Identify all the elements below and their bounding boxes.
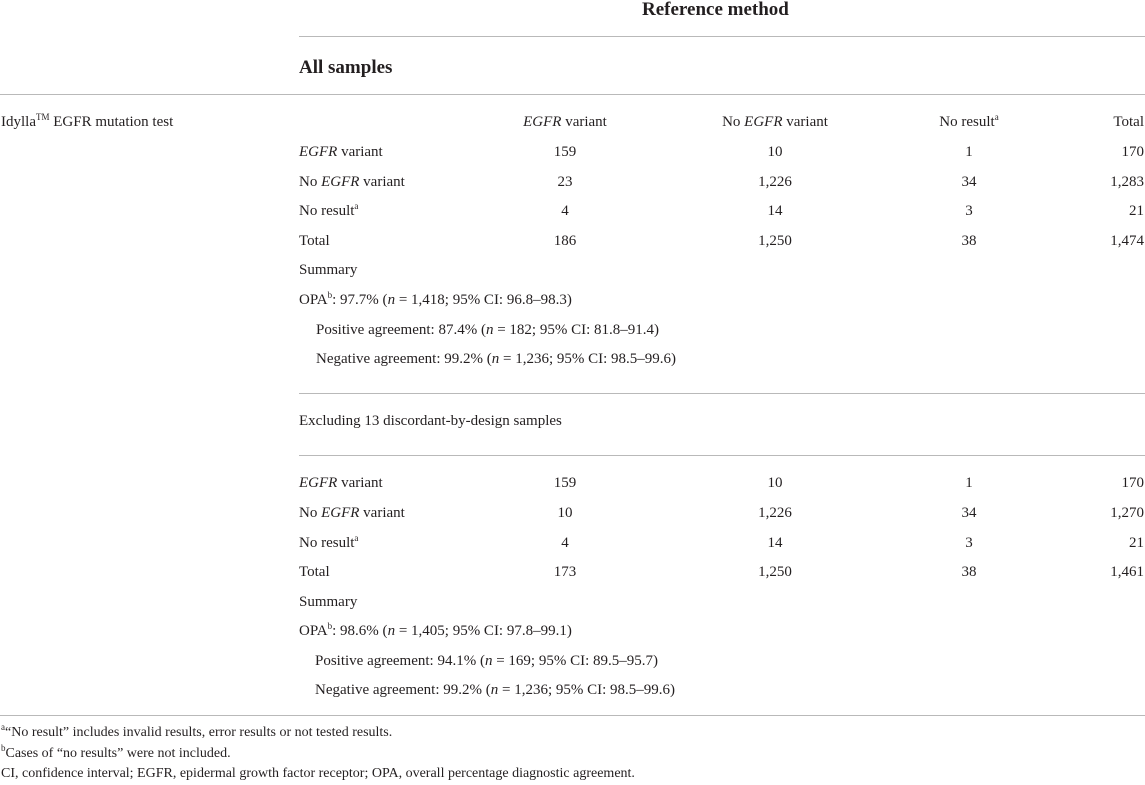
section1-cell-c2: 10 — [767, 144, 783, 160]
section1-cell-c4: 21 — [1129, 203, 1144, 219]
section2-cell-c1: 10 — [557, 505, 573, 521]
footnote-a-text: “No result” includes invalid results, error results or not tested results. — [5, 725, 393, 740]
col-header-no-result — [910, 113, 1028, 131]
s1-opa-label: OPA — [299, 292, 328, 308]
row-label-label-italic: EGFR — [321, 174, 360, 190]
test-name-suffix: EGFR mutation test — [49, 114, 174, 130]
section1-cell-c2: 14 — [767, 203, 783, 219]
section2-row-label — [299, 534, 358, 552]
section1-cell-c3: 38 — [961, 233, 977, 249]
s2-positive-post: = 169; 95% CI: 89.5–95.7) — [492, 653, 659, 669]
s1-opa-post: = 1,418; 95% CI: 96.8–98.3) — [395, 292, 572, 308]
s1-negative-pre: Negative agreement: 99.2% ( — [316, 351, 492, 367]
section1-row-label — [299, 173, 405, 191]
section1-cell-c1: 159 — [553, 144, 577, 160]
row-label-label-italic: EGFR — [299, 475, 338, 491]
trademark-sup: TM — [36, 112, 50, 122]
s2-positive-pre: Positive agreement: 94.1% ( — [315, 653, 485, 669]
s1-opa-line — [299, 291, 572, 309]
section1-cell-c2: 1,226 — [758, 174, 792, 190]
reference-method-header: Reference method — [642, 0, 789, 20]
s2-opa-post: = 1,405; 95% CI: 97.8–99.1) — [395, 623, 572, 639]
section2-cell-c1: 173 — [553, 564, 577, 580]
section1-cell-c4: 170 — [1121, 144, 1144, 160]
all-samples-heading: All samples — [299, 57, 393, 78]
s2-negative-line — [315, 681, 675, 699]
s2-summary-label: Summary — [299, 594, 358, 610]
row-label-label-sup: a — [354, 533, 359, 543]
row-label-label-prefix: No result — [299, 535, 355, 551]
s2-opa-n: n — [387, 623, 396, 639]
section2-cell-c4: 1,461 — [1110, 564, 1144, 580]
s2-negative-n: n — [490, 682, 499, 698]
s1-positive-pre: Positive agreement: 87.4% ( — [316, 322, 486, 338]
footnote-b-text: Cases of “no results” were not included. — [5, 746, 231, 761]
section2-row-label — [299, 504, 405, 522]
section1-cell-c1: 186 — [553, 233, 577, 249]
col-header-no-egfr-variant — [694, 113, 856, 131]
col-header-egfr-italic: EGFR — [523, 114, 562, 130]
s1-opa-sup: b — [327, 290, 333, 300]
s2-positive-n: n — [484, 653, 493, 669]
row-label-label-prefix: Total — [299, 564, 330, 580]
row-label-label-sup: a — [354, 201, 359, 211]
section2-cell-c4: 21 — [1129, 535, 1144, 551]
section1-row-label — [299, 232, 330, 250]
section1-row-label — [299, 202, 358, 220]
s1-negative-n: n — [491, 351, 500, 367]
table-bottom-rule — [0, 715, 1145, 716]
section2-cell-c4: 1,270 — [1110, 505, 1144, 521]
s1-positive-line — [316, 321, 659, 339]
col-header-no-egfr-prefix: No — [722, 114, 745, 130]
section2-cell-c3: 1 — [965, 475, 973, 491]
row-label-label-prefix: No — [299, 505, 322, 521]
s1-opa-pre: : 97.7% ( — [332, 292, 388, 308]
section1-cell-c2: 1,250 — [758, 233, 792, 249]
test-name-label — [1, 113, 173, 131]
section-rule — [0, 94, 1145, 95]
s2-opa-line — [299, 622, 572, 640]
section2-cell-c2: 1,250 — [758, 564, 792, 580]
test-name-prefix: Idylla — [1, 114, 36, 130]
col-header-no-result-sup: a — [994, 112, 999, 122]
footnote-b — [1, 745, 231, 763]
footnote-a — [1, 724, 392, 742]
section1-row-label — [299, 143, 383, 161]
row-label-label-prefix: Total — [299, 233, 330, 249]
s1-positive-post: = 182; 95% CI: 81.8–91.4) — [493, 322, 660, 338]
row-label-label-suffix: variant — [359, 174, 405, 190]
section2-cell-c3: 3 — [965, 535, 973, 551]
section2-top-rule — [299, 393, 1145, 394]
s1-negative-line — [316, 350, 676, 368]
s2-positive-line — [315, 652, 658, 670]
section1-cell-c4: 1,283 — [1110, 174, 1144, 190]
s2-negative-pre: Negative agreement: 99.2% ( — [315, 682, 491, 698]
col-header-no-result-text: No result — [939, 114, 995, 130]
section1-cell-c3: 3 — [965, 203, 973, 219]
section1-cell-c4: 1,474 — [1110, 233, 1144, 249]
section2-cell-c4: 170 — [1121, 475, 1144, 491]
row-label-label-prefix: No result — [299, 203, 355, 219]
section1-cell-c3: 34 — [961, 174, 977, 190]
row-label-label-suffix: variant — [359, 505, 405, 521]
header-rule — [299, 36, 1145, 37]
section1-cell-c1: 4 — [561, 203, 569, 219]
footnote-a-sup: a — [1, 722, 5, 732]
col-header-no-egfr-suffix: variant — [782, 114, 828, 130]
section2-cell-c2: 14 — [767, 535, 783, 551]
section2-cell-c1: 159 — [553, 475, 577, 491]
s1-summary-label: Summary — [299, 262, 358, 278]
s2-opa-sup: b — [327, 621, 333, 631]
section2-title: Excluding 13 discordant-by-design samples — [299, 413, 562, 429]
s1-opa-n: n — [387, 292, 396, 308]
section2-row-label — [299, 563, 330, 581]
section2-cell-c1: 4 — [561, 535, 569, 551]
col-header-total: Total — [1113, 114, 1144, 130]
section2-row-label — [299, 474, 383, 492]
s1-positive-n: n — [485, 322, 494, 338]
section2-cell-c3: 38 — [961, 564, 977, 580]
row-label-label-italic: EGFR — [299, 144, 338, 160]
row-label-label-suffix: variant — [337, 144, 383, 160]
col-header-egfr-rest: variant — [561, 114, 607, 130]
footnote-abbreviations: CI, confidence interval; EGFR, epidermal growth factor receptor; OPA, overall percentage diagnostic agreement. — [1, 766, 635, 781]
section2-cell-c2: 1,226 — [758, 505, 792, 521]
section2-rule — [299, 455, 1145, 456]
section2-cell-c2: 10 — [767, 475, 783, 491]
s2-opa-pre: : 98.6% ( — [332, 623, 388, 639]
row-label-label-suffix: variant — [337, 475, 383, 491]
s1-negative-post: = 1,236; 95% CI: 98.5–99.6) — [499, 351, 677, 367]
section1-cell-c1: 23 — [557, 174, 573, 190]
s2-negative-post: = 1,236; 95% CI: 98.5–99.6) — [498, 682, 676, 698]
footnote-b-sup: b — [1, 743, 6, 753]
row-label-label-italic: EGFR — [321, 505, 360, 521]
row-label-label-prefix: No — [299, 174, 322, 190]
col-header-egfr-variant — [494, 113, 636, 131]
s2-opa-label: OPA — [299, 623, 328, 639]
section2-cell-c3: 34 — [961, 505, 977, 521]
section1-cell-c3: 1 — [965, 144, 973, 160]
col-header-no-egfr-italic: EGFR — [744, 114, 783, 130]
